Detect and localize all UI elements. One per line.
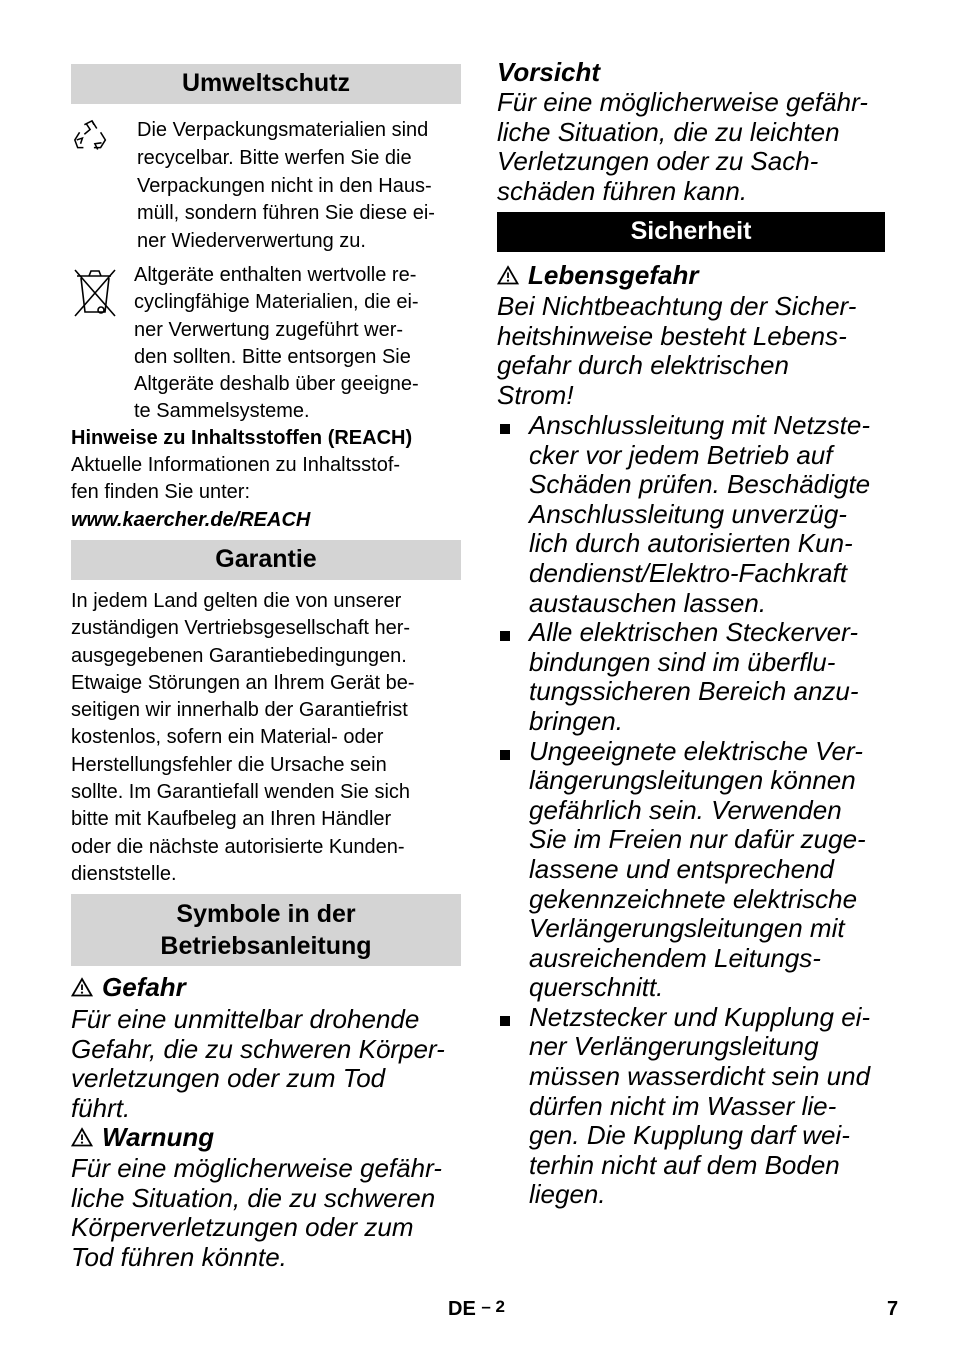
- gefahr-label: Gefahr: [102, 972, 186, 1002]
- text-line: ausreichendem Leitungs-: [529, 942, 821, 973]
- weee-text: [134, 262, 462, 426]
- bullet-square-icon: [500, 750, 510, 760]
- text-line: Verletzungen oder zu Sach-: [497, 146, 819, 177]
- footer-lang-code: DE: [448, 1298, 476, 1320]
- symbole-heading: [71, 894, 461, 966]
- text-line: seitigen wir innerhalb der Garantiefrist: [71, 699, 408, 722]
- text-line: ner Verwertung zugeführt wer-: [134, 318, 404, 341]
- reach-title: Hinweise zu Inhaltsstoffen (REACH): [71, 427, 413, 449]
- text-line: liche Situation, die zu leichten: [497, 116, 840, 147]
- text-line: Altgeräte enthalten wertvolle re-: [134, 264, 417, 286]
- text-line: Anschlussleitung mit Netzste-: [529, 410, 871, 440]
- text-line: längerungsleitungen können: [529, 765, 856, 796]
- text-line: dendienst/Elektro-Fachkraft: [529, 557, 847, 588]
- text-line: Etwaige Störungen an Ihrem Gerät be-: [71, 671, 415, 694]
- garantie-heading: Garantie: [71, 540, 461, 580]
- text-line: müssen wasserdicht sein und: [529, 1061, 871, 1092]
- text-line: oder die nächste autorisierte Kunden-: [71, 835, 405, 858]
- text-line: recycelbar. Bitte werfen Sie die: [137, 146, 412, 169]
- warnung-text: [71, 1154, 461, 1272]
- footer-language: [448, 1297, 505, 1321]
- gefahr-text: [71, 1005, 461, 1123]
- text-line: Aktuelle Informationen zu Inhaltsstof-: [71, 454, 401, 476]
- text-line: Für eine möglicherweise gefähr-: [71, 1153, 442, 1183]
- text-line: Strom!: [497, 379, 574, 410]
- bullet-square-icon: [500, 1016, 510, 1026]
- warning-triangle-icon: [71, 977, 93, 997]
- recycling-text: [137, 117, 462, 256]
- text-line: bindungen sind im überflu-: [529, 646, 836, 677]
- text-line: te Sammelsysteme.: [134, 400, 310, 423]
- text-line: Sie im Freien nur dafür zuge-: [529, 824, 866, 855]
- text-line: bitte mit Kaufbeleg an Ihren Händler: [71, 808, 392, 831]
- text-line: dienststelle.: [71, 862, 177, 885]
- list-item: [497, 1003, 885, 1210]
- list-item: [497, 411, 885, 618]
- text-line: gefahr durch elektrischen: [497, 350, 789, 381]
- heading-line: Symbole in der: [176, 900, 356, 928]
- text-line: zuständigen Vertriebsgesellschaft her-: [71, 617, 411, 640]
- crossed-bin-icon: [71, 266, 119, 318]
- lebensgefahr-title: [497, 260, 885, 290]
- reach-text: [71, 452, 461, 507]
- safety-bullet-list: [497, 411, 885, 1210]
- text-line: gekennzeichnete elektrische: [529, 883, 858, 914]
- vorsicht-text: [497, 88, 885, 206]
- footer-sub-page: – 2: [481, 1297, 505, 1316]
- text-line: Netzstecker und Kupplung ei-: [529, 1001, 871, 1032]
- text-line: querschnitt.: [529, 972, 664, 1003]
- text-line: gen. Die Kupplung darf wei-: [529, 1120, 850, 1151]
- text-line: bringen.: [529, 705, 623, 736]
- text-line: heitshinweise besteht Lebens-: [497, 320, 847, 351]
- bullet-square-icon: [500, 424, 510, 434]
- warnung-title: [71, 1122, 461, 1152]
- vorsicht-title: Vorsicht: [497, 57, 601, 87]
- text-line: Ungeeignete elektrische Ver-: [529, 735, 863, 766]
- heading-line: Betriebsanleitung: [160, 932, 372, 960]
- text-line: austauschen lassen.: [529, 587, 767, 618]
- warnung-label: Warnung: [102, 1122, 215, 1152]
- text-line: tungssicheren Bereich anzu-: [529, 676, 859, 707]
- sicherheit-heading: Sicherheit: [497, 212, 885, 252]
- text-line: cyclingfähige Materialien, die ei-: [134, 291, 419, 314]
- text-line: Körperverletzungen oder zum: [71, 1212, 414, 1243]
- text-line: Verpackungen nicht in den Haus-: [137, 174, 432, 197]
- text-line: Für eine unmittelbar drohende: [71, 1004, 420, 1034]
- text-line: Schäden prüfen. Beschädigte: [529, 469, 871, 500]
- text-line: dürfen nicht im Wasser lie-: [529, 1090, 837, 1121]
- text-line: Alle elektrischen Steckerver-: [529, 617, 858, 648]
- warning-triangle-icon: [497, 265, 519, 285]
- page-number: 7: [887, 1298, 899, 1320]
- text-line: Die Verpackungsmaterialien sind: [137, 119, 429, 141]
- text-line: ausgegebenen Garantiebedingungen.: [71, 644, 407, 667]
- bullet-square-icon: [500, 631, 510, 641]
- text-line: ner Wiederverwertung zu.: [137, 230, 366, 253]
- text-line: In jedem Land gelten die von unserer: [71, 590, 402, 612]
- text-line: kostenlos, sofern ein Material- oder: [71, 726, 384, 749]
- text-line: Verlängerungsleitungen mit: [529, 913, 845, 944]
- text-line: Für eine möglicherweise gefähr-: [497, 87, 868, 117]
- text-line: Tod führen könnte.: [71, 1241, 287, 1272]
- text-line: verletzungen oder zum Tod: [71, 1063, 386, 1094]
- umweltschutz-heading: Umweltschutz: [71, 64, 461, 104]
- text-line: cker vor jedem Betrieb auf: [529, 439, 833, 470]
- recycling-icon: [71, 118, 113, 160]
- text-line: liegen.: [529, 1179, 606, 1210]
- text-line: führt.: [71, 1092, 131, 1123]
- text-line: ner Verlängerungsleitung: [529, 1031, 819, 1062]
- warning-triangle-icon: [71, 1127, 93, 1147]
- lebensgefahr-label: Lebensgefahr: [528, 260, 699, 290]
- text-line: lassene und entsprechend: [529, 853, 835, 884]
- gefahr-title: [71, 972, 461, 1002]
- text-line: fen finden Sie unter:: [71, 481, 251, 504]
- list-item: [497, 618, 885, 736]
- lebensgefahr-text: [497, 292, 885, 410]
- text-line: Altgeräte deshalb über geeigne-: [134, 373, 419, 396]
- garantie-text: [71, 588, 461, 888]
- text-line: schäden führen kann.: [497, 175, 748, 206]
- text-line: terhin nicht auf dem Boden: [529, 1149, 840, 1180]
- text-line: lich durch autorisierten Kun-: [529, 528, 853, 559]
- text-line: den sollten. Bitte entsorgen Sie: [134, 345, 411, 368]
- text-line: Bei Nichtbeachtung der Sicher-: [497, 291, 857, 321]
- text-line: Gefahr, die zu schweren Körper-: [71, 1033, 445, 1064]
- text-line: liche Situation, die zu schweren: [71, 1182, 436, 1213]
- reach-link[interactable]: www.kaercher.de/REACH: [71, 509, 311, 531]
- text-line: gefährlich sein. Verwenden: [529, 794, 842, 825]
- text-line: sollte. Im Garantiefall wenden Sie sich: [71, 781, 411, 804]
- text-line: müll, sondern führen Sie diese ei-: [137, 202, 435, 225]
- text-line: Herstellungsfehler die Ursache sein: [71, 753, 387, 776]
- text-line: Anschlussleitung unverzüg-: [529, 498, 847, 529]
- list-item: [497, 737, 885, 1003]
